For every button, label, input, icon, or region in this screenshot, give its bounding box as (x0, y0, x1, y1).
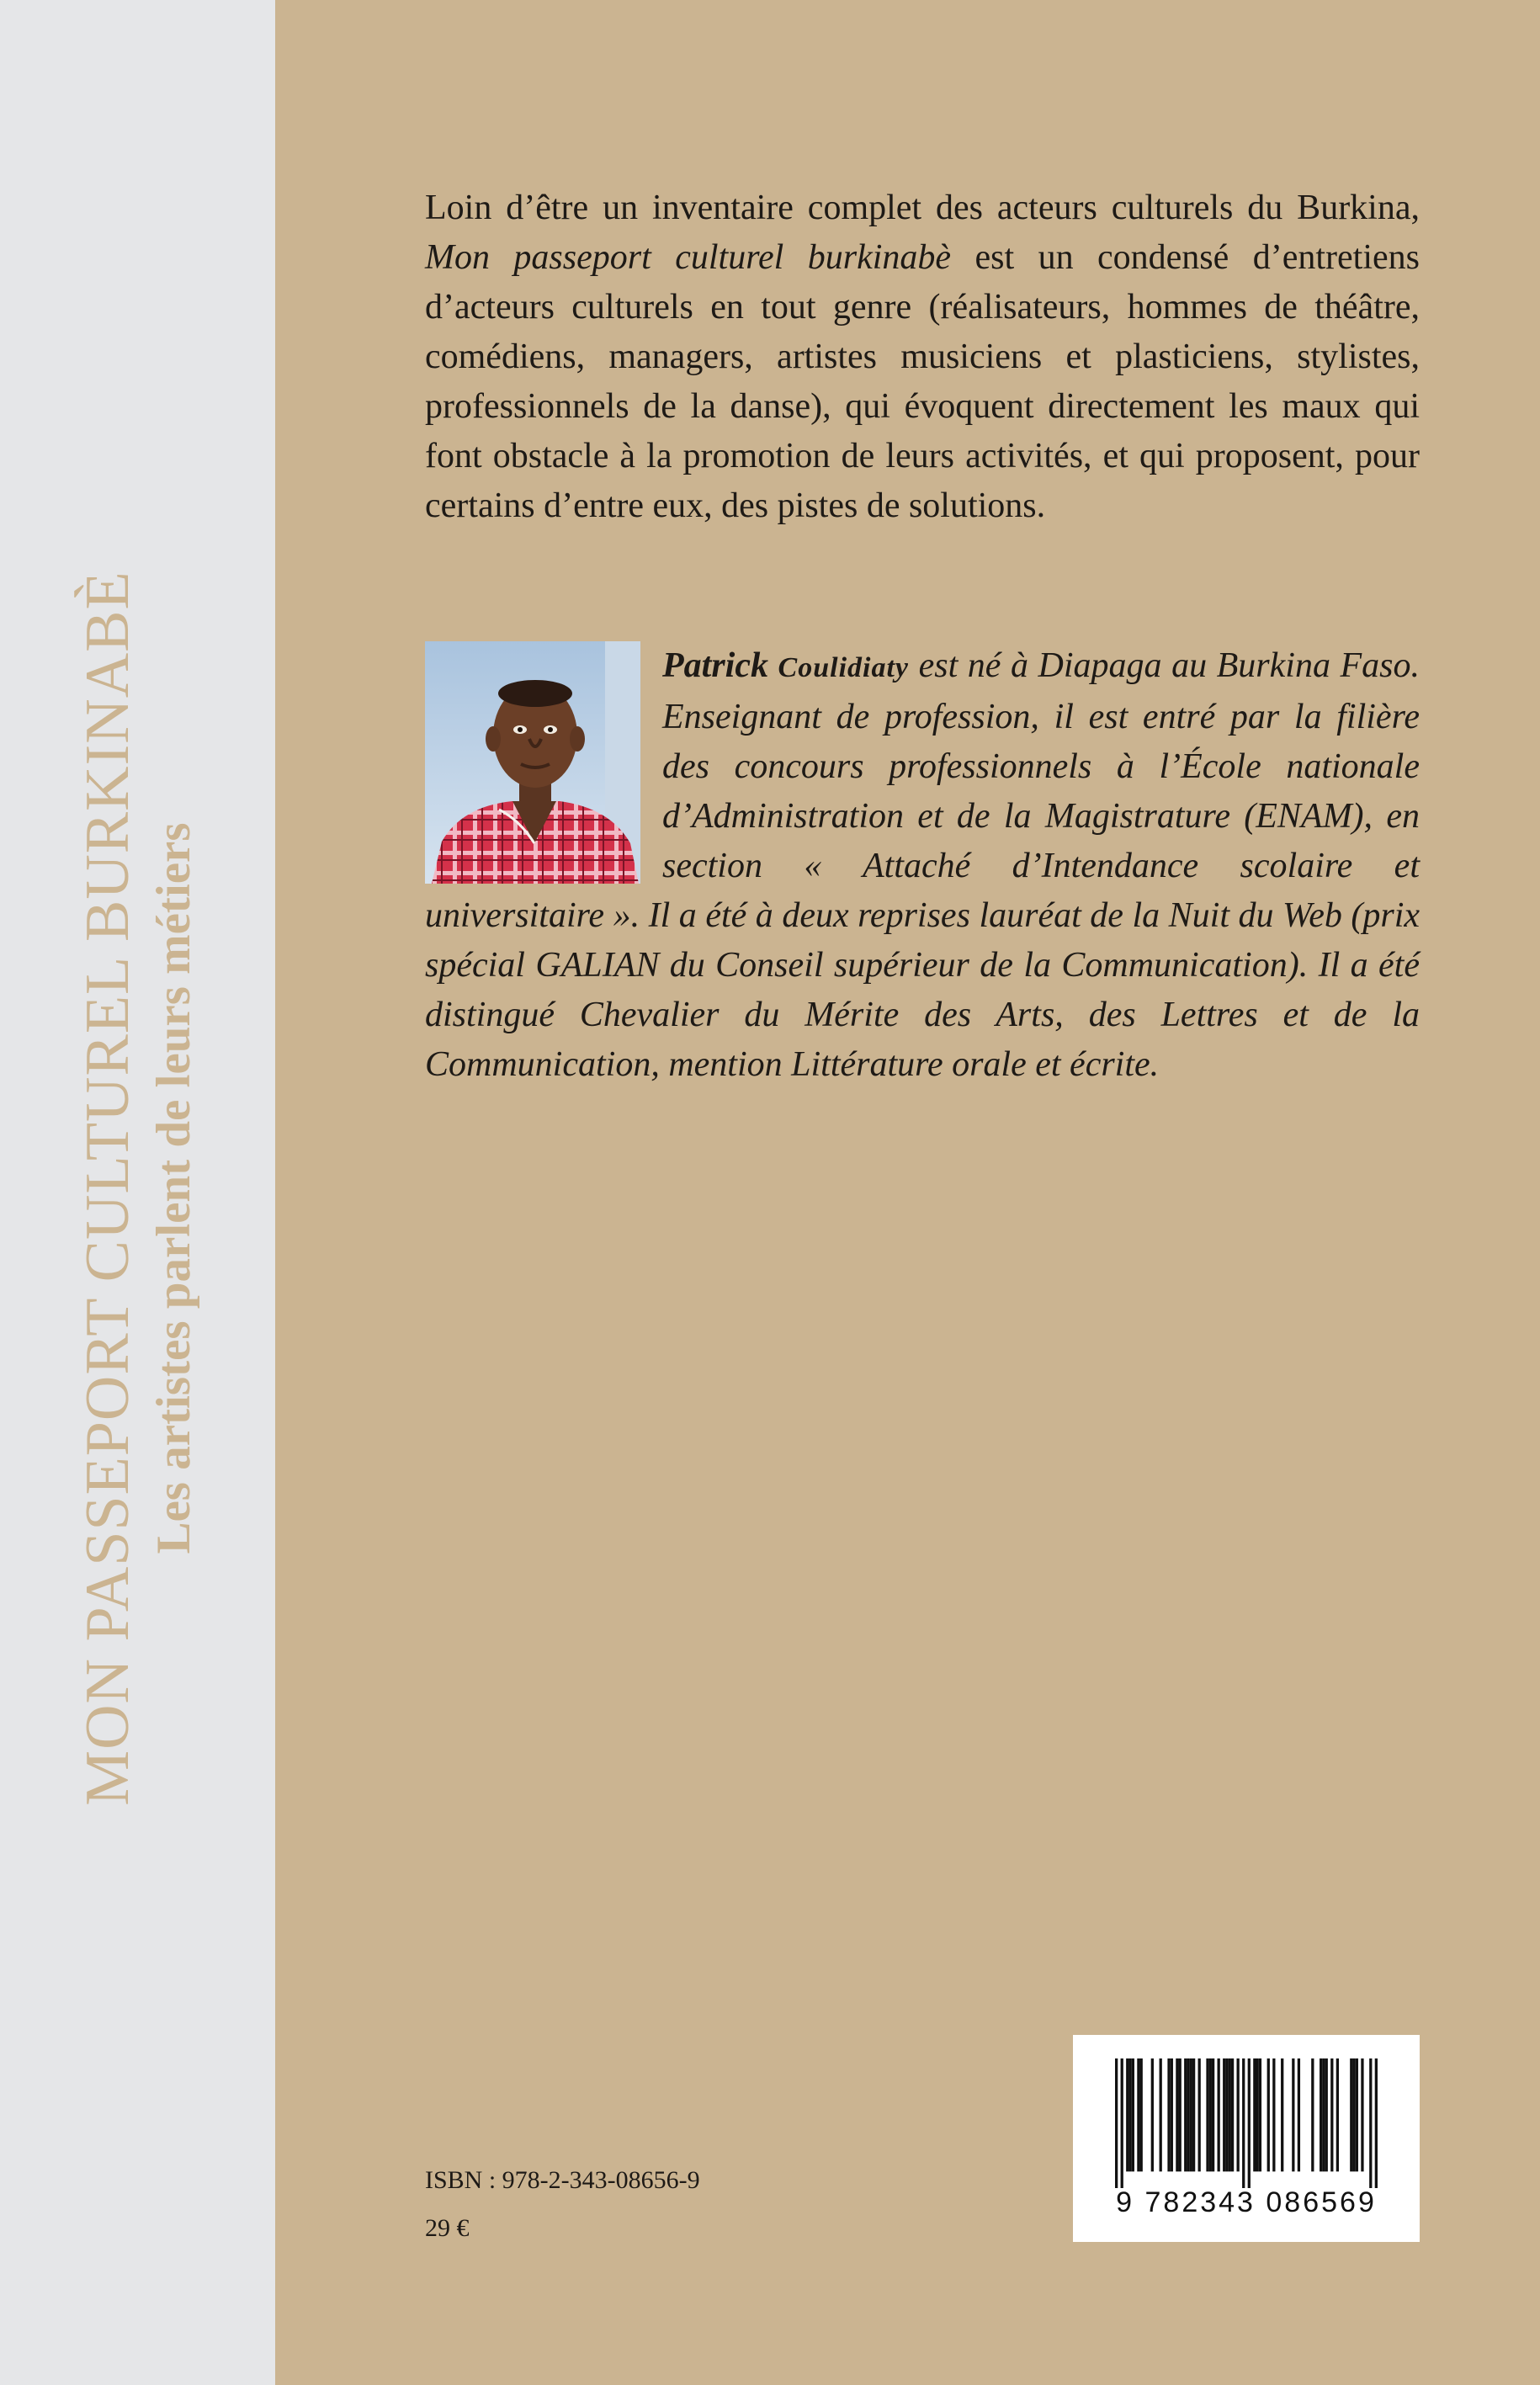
barcode-bar (1160, 2058, 1162, 2171)
barcode-bar (1272, 2058, 1275, 2171)
author-bio-text: est né à Diapaga au Burkina Faso. Enseignant de profession, il est entré par la filière des concours professionnels à l’École nationale d’Administration et de la Magistrature (ENAM), en section « Attaché d’Intendance scolaire et universitaire ». Il a été à deux reprises lauréat de la Nuit du Web (prix spécial GALIAN du Conseil supérieur de la Communication). Il a été distingué Chevalier du Mérite des Arts, des Lettres et de la Communication, mention Littérature orale et écrite. (425, 646, 1421, 1084)
barcode-bar (1336, 2058, 1339, 2171)
barcode-bar (1171, 2058, 1173, 2171)
barcode-bar (1212, 2058, 1214, 2171)
barcode-bar (1267, 2058, 1270, 2171)
intro-text-start: Loin d’être un inventaire complet des acteurs culturels du Burkina, (425, 189, 1420, 227)
barcode-bar (1187, 2058, 1189, 2171)
intro-text-end: est un condensé d’entretiens d’acteurs culturels en tout genre (réalisateurs, hommes de théâtre, comédiens, managers, artistes musiciens et plasticiens, stylistes, professionnels de la danse), qui évoquent directement les maux qui font obstacle à la promotion de leurs activités, et qui proposent, pour certains d’entre eux, des pistes de solutions. (425, 238, 1420, 525)
barcode-digits: 9 782343 086569 (1116, 2186, 1377, 2218)
barcode-bar (1253, 2058, 1256, 2171)
intro-paragraph (425, 183, 1420, 531)
author-name (662, 646, 909, 685)
barcode-bar (1229, 2058, 1231, 2171)
barcode-bar (1140, 2058, 1143, 2171)
price-label: 29 € (425, 2214, 470, 2242)
barcode-bar (1322, 2058, 1325, 2171)
barcode-bar (1292, 2058, 1294, 2171)
barcode-bar (1206, 2058, 1208, 2171)
barcode-bar (1179, 2058, 1182, 2171)
barcode-bar (1325, 2058, 1328, 2171)
barcode-bars (1115, 2058, 1378, 2188)
barcode-bar (1176, 2058, 1178, 2171)
barcode-bar (1167, 2058, 1170, 2171)
barcode-bar (1256, 2058, 1258, 2171)
barcode-bar (1209, 2058, 1212, 2171)
barcode-bar (1375, 2058, 1378, 2188)
author-last-name: Coulidiaty (778, 652, 910, 683)
barcode-bar (1330, 2058, 1333, 2171)
barcode-bar (1320, 2058, 1322, 2171)
author-block (425, 641, 1420, 1090)
barcode-bar (1259, 2058, 1261, 2171)
barcode-bar (1151, 2058, 1154, 2171)
spine-subtitle: Les artistes parlent de leurs métiers (147, 822, 200, 1554)
barcode-bar (1281, 2058, 1283, 2171)
barcode-bar (1128, 2058, 1131, 2171)
barcode-bar (1298, 2058, 1300, 2171)
barcode-bar (1352, 2058, 1355, 2171)
barcode-bar (1231, 2058, 1234, 2171)
barcode-bar (1311, 2058, 1314, 2171)
barcode-bar (1115, 2058, 1118, 2188)
barcode-bar (1137, 2058, 1139, 2171)
barcode-bar (1356, 2058, 1358, 2171)
barcode-bar (1121, 2058, 1123, 2188)
barcode-bar (1237, 2058, 1240, 2171)
barcode-bar (1361, 2058, 1363, 2171)
barcode-bar (1218, 2058, 1220, 2171)
barcode (1073, 2035, 1420, 2242)
barcode-bar (1225, 2058, 1228, 2171)
spine-title-block (71, 473, 204, 1904)
intro-book-title: Mon passeport culturel burkinabè (425, 238, 952, 277)
barcode-bar (1192, 2058, 1195, 2171)
barcode-bar (1369, 2058, 1372, 2188)
barcode-bar (1184, 2058, 1187, 2171)
spine-title: MON PASSEPORT CULTUREL BURKINABÈ (73, 571, 142, 1806)
barcode-bar (1248, 2058, 1251, 2188)
barcode-bar (1190, 2058, 1192, 2171)
author-photo (425, 641, 640, 884)
barcode-bar (1242, 2058, 1245, 2188)
barcode-bar (1350, 2058, 1352, 2171)
barcode-bar (1126, 2058, 1128, 2171)
isbn-label: ISBN : 978-2-343-08656-9 (425, 2166, 700, 2194)
barcode-bar (1223, 2058, 1225, 2171)
barcode-bar (1132, 2058, 1134, 2171)
author-first-name: Patrick (662, 646, 768, 685)
barcode-bar (1198, 2058, 1201, 2171)
